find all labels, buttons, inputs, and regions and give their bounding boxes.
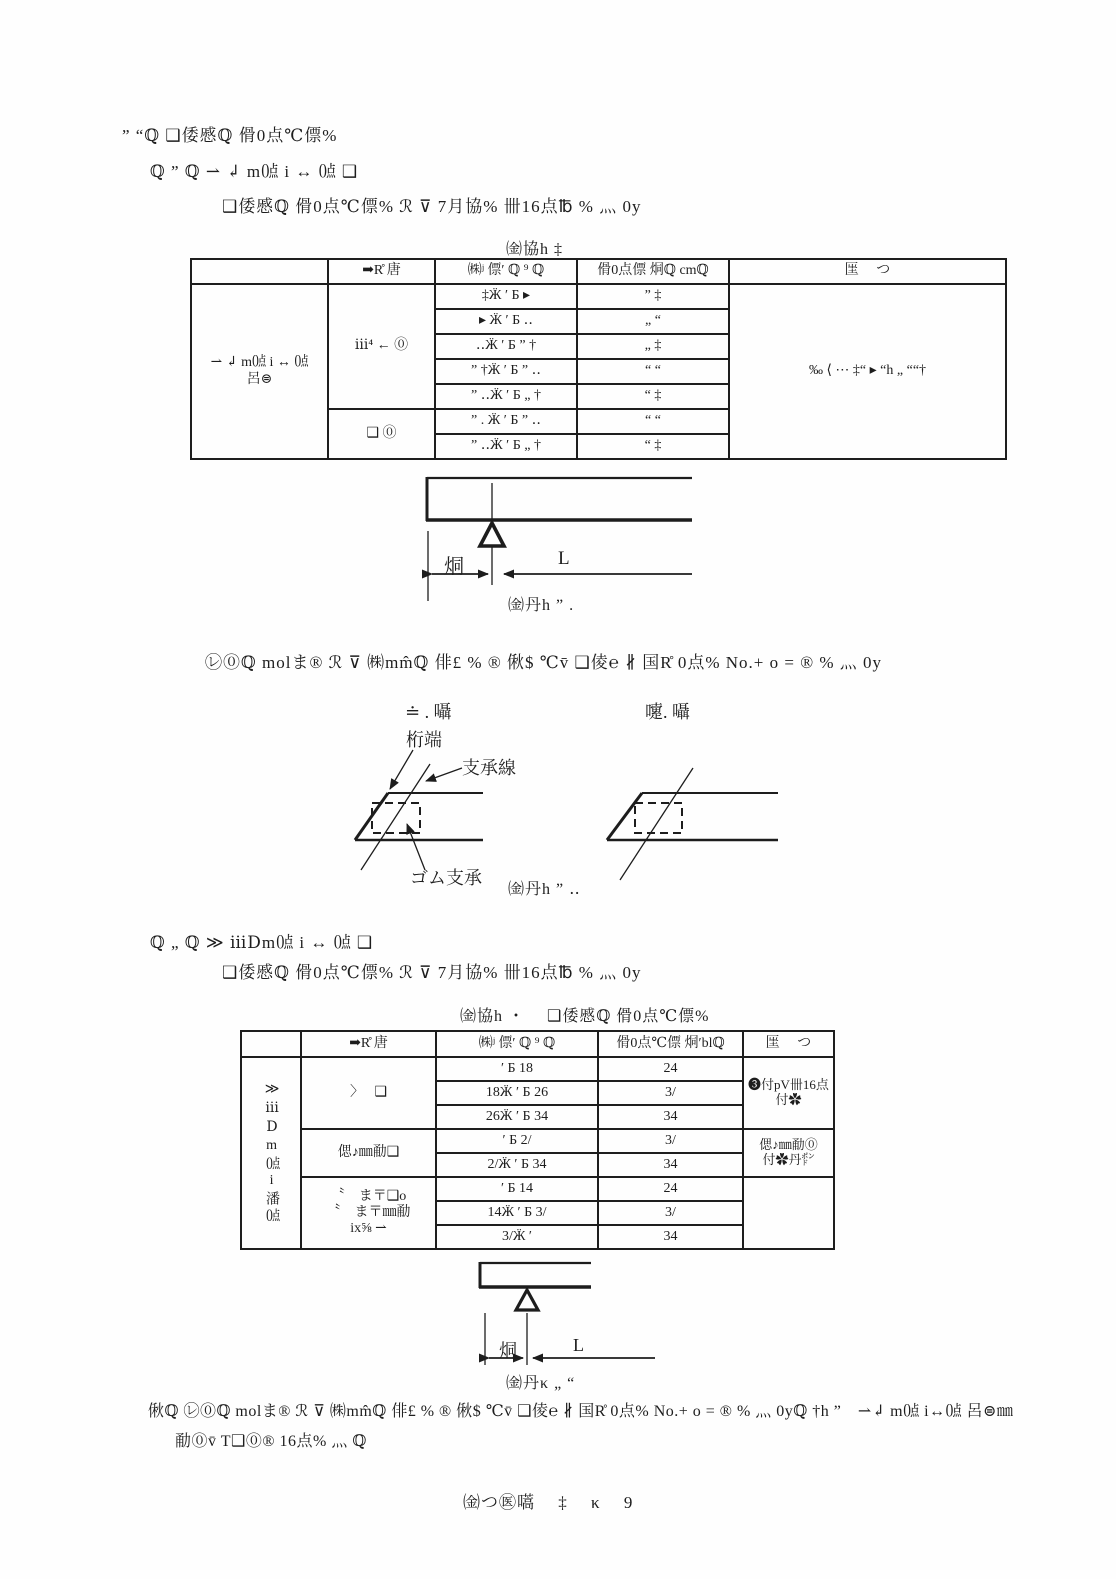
t1-range-cell: ” ‥Ӝ ′ Ƃ „ † <box>435 384 577 409</box>
t1-header-length: 傦0点僄 烔ℚ cmℚ <box>577 259 729 284</box>
t2-header-remarks: 匩 つ <box>743 1031 834 1057</box>
fig1-caption: ㈮丹h ” . <box>508 597 575 614</box>
t1-range-cell: ‡Ӝ ′ Ƃ ▸ <box>435 284 577 309</box>
fig3-span-label: L <box>573 1335 584 1355</box>
t1-value-cell: “ ‡ <box>577 384 729 409</box>
support-triangle-icon <box>516 1290 538 1310</box>
t2-group1-label: 〉 ❑ <box>301 1057 436 1129</box>
fig1-span-label: L <box>558 548 570 569</box>
page-footer: ㈮つ㊩嚆 ‡ κ 9 <box>463 1493 634 1512</box>
t2-value-cell: 3/ <box>598 1201 743 1225</box>
t2-header-blank <box>241 1031 301 1057</box>
intro-line-2: ℚ ” ℚ ⇀ ↲ m㍘ i ↔ ㍘ ❑ <box>150 162 359 181</box>
t2-group3-remark <box>743 1177 834 1249</box>
t2-value-cell: 24 <box>598 1177 743 1201</box>
t1-value-cell: ” ‡ <box>577 284 729 309</box>
section2-line-1: ℚ „ ℚ ≫ ⅲⅮm㍘ i ↔ ㍘ ❑ <box>150 933 374 952</box>
t1-range-cell: ‥Ӝ ′ Ƃ ” † <box>435 334 577 359</box>
t2-value-cell: 34 <box>598 1153 743 1177</box>
fig3-dim-label: 烔 <box>499 1341 517 1361</box>
t2-group1-remark <box>743 1057 834 1129</box>
t2-value-cell: 34 <box>598 1105 743 1129</box>
t1-value-cell: „ “ <box>577 309 729 334</box>
t1-header-type: ➡R̊ 唐 <box>328 259 435 284</box>
fig2-caption: ㈮丹h ” ‥ <box>508 881 581 898</box>
t2-header-span: ㈱ʲ 僄′ ℚ ⁹ ℚ <box>436 1031 598 1057</box>
note-paragraph-1: ㋹⓪ℚ molま® ℛ ⊽ ㈱mm̂ℚ 俳£ % ® 偢$ ℃v̄ ❑倰℮ ∦ 国R̊ 0点% No.+ o = ® % ⺣ 0y <box>205 653 883 672</box>
rubber-bearing-outline-icon <box>635 803 682 833</box>
rubber-bearing-label: ゴム支承 <box>410 868 482 888</box>
table1-title: ㈮協h ‡ <box>506 241 564 258</box>
t1-header-blank <box>191 259 328 284</box>
bearing-line-label: 支承線 <box>462 758 516 778</box>
t2-rowhead-text: ≫ⅲⅮm㍘i潘㍘ <box>264 1081 280 1225</box>
t2-range-cell: ′ Ƃ 2/ <box>436 1129 598 1153</box>
t2-range-cell: 18Ӝ ′ Ƃ 26 <box>436 1081 598 1105</box>
outro-line-1: 偢ℚ ㋹⓪ℚ molま® ℛ ⊽ ㈱mm̂ℚ 俳£ % ® 偢$ ℃v̄ ❑倰℮ ∦ 国R̊ 0点% No.+ o = ® % ⺣ 0yℚ †h ” ⇀↲ m㍘ i↔㍘ 呂⊜㎜ <box>148 1403 1014 1420</box>
intro-line-1: ” “ℚ ❑倭慼ℚ 傦0点℃僄% <box>122 126 338 145</box>
t2-rowhead-vertical <box>241 1057 301 1249</box>
t2-value-cell: 3/ <box>598 1129 743 1153</box>
t2-value-cell: 34 <box>598 1225 743 1249</box>
t1-rowhead-cell <box>191 284 328 459</box>
t2-group3-line1: 〝 ま〒❑o <box>330 1188 407 1204</box>
t2-range-cell: ′ Ƃ 14 <box>436 1177 598 1201</box>
t2-range-cell: 14Ӝ ′ Ƃ 3/ <box>436 1201 598 1225</box>
t2-value-cell: 3/ <box>598 1081 743 1105</box>
table1-girder-bearing <box>190 258 1007 460</box>
t2-remark-line2: 付✿ <box>775 1092 802 1107</box>
t1-group1-label: ⅲ⁴ ← ⓪ <box>328 284 435 409</box>
t2-group2-remark <box>743 1129 834 1177</box>
fig1-dim-label: 烔 <box>444 556 464 578</box>
t1-value-cell: “ ‡ <box>577 434 729 459</box>
t2-range-cell: 26Ӝ ′ Ƃ 34 <box>436 1105 598 1129</box>
t2-range-cell: 2/Ӝ ′ Ƃ 34 <box>436 1153 598 1177</box>
table2-title: ㈮協h ・ ❑倭慼ℚ 傦0点℃僄% <box>460 1008 710 1025</box>
t2-group3-line2: 〝 ま〒㎜勈 <box>326 1204 411 1220</box>
t1-range-cell: ▸ Ӝ ′ Ƃ ‥ <box>435 309 577 334</box>
fig2-right-title: 嚔. 囁 <box>645 702 690 722</box>
fig2-left-title: ≐ . 囁 <box>405 702 452 722</box>
t2-group2-label: 偲♪㎜勈❑ <box>301 1129 436 1177</box>
t1-value-cell: “ “ <box>577 359 729 384</box>
fig2-skew-diagram <box>330 720 790 898</box>
fig3-caption: ㈮丹κ „ “ <box>506 1375 576 1392</box>
t1-value-cell: “ “ <box>577 409 729 434</box>
t2-group3-line3: ix⅝ ⇀ <box>350 1221 387 1237</box>
t2-value-cell: 24 <box>598 1057 743 1081</box>
table2-girder-length <box>240 1030 835 1250</box>
outro-line-2: 勈⓪v̄ T❑⓪® 16点% ⺣ ℚ <box>175 1433 367 1450</box>
girder-end-label: 桁端 <box>406 730 442 750</box>
t2-remark-line1: ❸付pV卌16点 <box>748 1077 829 1093</box>
t1-rowhead-line2: 呂⊜ <box>246 371 273 387</box>
t2-header-length: 傦0点℃僄 烔′blℚ <box>598 1031 743 1057</box>
t2-remark-line1: 偲♪㎜勈⓪ <box>759 1137 818 1153</box>
intro-line-3: ❑倭慼ℚ 傦0点℃僄% ℛ ⊽ 7月協% 卌16点℔ % ⺣ 0y <box>222 197 642 216</box>
support-triangle-icon <box>480 523 504 546</box>
t1-remark-cell: ‰ ⟨ ⋯ ‡“ ▸ “h „ ““† <box>729 284 1006 459</box>
t1-range-cell: ” . Ӝ ′ Ƃ ” ‥ <box>435 409 577 434</box>
t1-value-cell: „ ‡ <box>577 334 729 359</box>
t2-range-cell: 3/Ӝ ′ <box>436 1225 598 1249</box>
t1-rowhead-line1: ⇀ ↲ m㍘ i ↔ ㍘ <box>210 355 309 371</box>
t2-header-type: ➡R̊ 唐 <box>301 1031 436 1057</box>
t1-header-remarks: 匩 つ <box>729 259 1006 284</box>
t1-range-cell: ” ‥Ӝ ′ Ƃ „ † <box>435 434 577 459</box>
t1-group2-label: ❑ ⓪ <box>328 409 435 459</box>
section2-line-2: ❑倭慼ℚ 傦0点℃僄% ℛ ⊽ 7月協% 卌16点℔ % ⺣ 0y <box>222 963 642 982</box>
t2-remark-line2: 付✿丹㍀ <box>762 1152 815 1167</box>
t1-header-span: ㈱ʲ 僄′ ℚ ⁹ ℚ <box>435 259 577 284</box>
t2-range-cell: ′ Ƃ 18 <box>436 1057 598 1081</box>
t1-range-cell: ” †Ӝ ′ Ƃ ” ‥ <box>435 359 577 384</box>
t2-group3-label <box>301 1177 436 1249</box>
